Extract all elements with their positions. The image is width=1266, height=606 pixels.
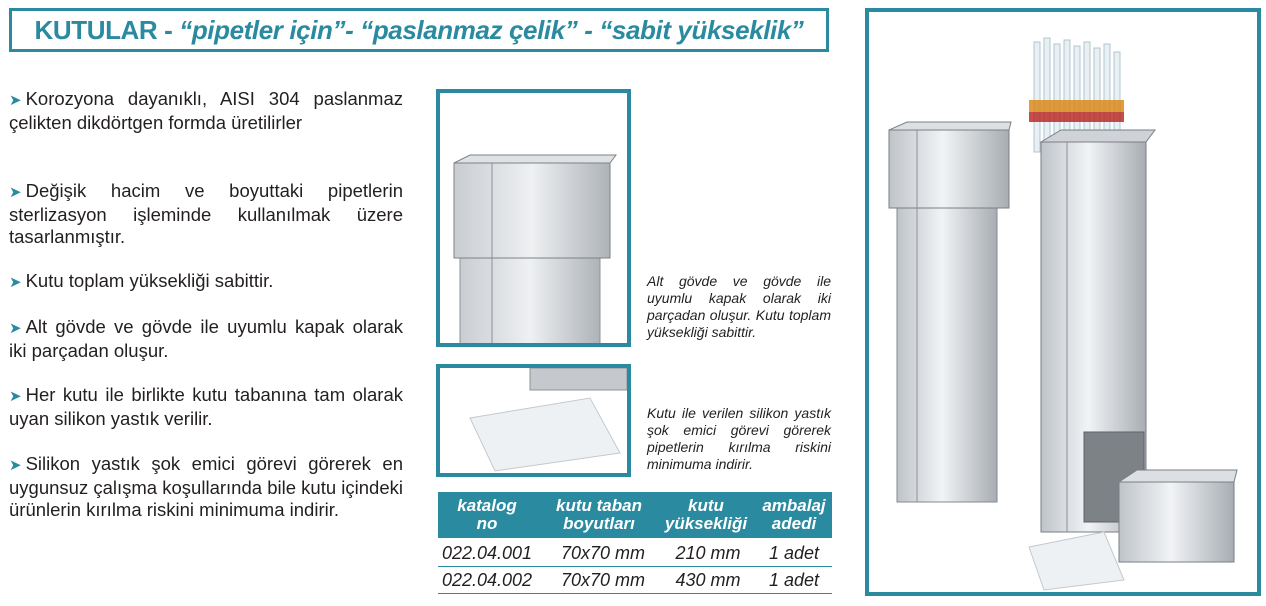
bullet-text: Korozyona dayanıklı, AISI 304 paslanmaz çelikten dikdörtgen formda üretilirler	[9, 88, 403, 133]
table-row	[438, 567, 832, 592]
bullet-item	[9, 88, 403, 134]
bullet-text: Silikon yastık şok emici görevi görerek en uygunsuz çalışma koşullarında bile kutu içindeki ürünlerin kırılma riskini minimuma indirir.	[9, 453, 403, 520]
header-package: ambalaj adedi	[762, 496, 826, 533]
arrow-bullet-icon: ➤	[9, 457, 22, 474]
arrow-bullet-icon: ➤	[9, 92, 22, 109]
table-header	[438, 492, 832, 538]
silicone-pad-illustration	[440, 368, 627, 473]
bullet-text: Değişik hacim ve boyuttaki pipetlerin sterlizasyon işleminde kullanılmak üzere tasarlanmıştır.	[9, 180, 403, 247]
title-subtitle: “pipetler için”- “paslanmaz çelik” - “sabit yükseklik”	[179, 14, 804, 45]
cell-package: 1 adet	[768, 570, 820, 590]
cell-height: 430 mm	[675, 570, 741, 590]
pipette-boxes-illustration	[869, 12, 1257, 592]
title-banner	[9, 8, 829, 52]
caption-top: Alt gövde ve gövde ile uyumlu kapak olarak iki parçadan oluşur. Kutu toplam yüksekliği sabittir.	[647, 273, 831, 340]
table-row	[438, 540, 832, 565]
bullet-text: Alt gövde ve gövde ile uyumlu kapak olarak iki parçadan oluşur.	[9, 316, 403, 361]
caption-bottom: Kutu ile verilen silikon yastık şok emici görevi görerek pipetlerin kırılma riskini minimuma indirir.	[647, 405, 831, 472]
arrow-bullet-icon: ➤	[9, 184, 22, 201]
bullet-text: Kutu toplam yüksekliği sabittir.	[25, 270, 274, 291]
arrow-bullet-icon: ➤	[9, 320, 22, 337]
header-base-size: kutu taban boyutları	[556, 496, 642, 533]
table-divider	[438, 593, 832, 594]
arrow-bullet-icon: ➤	[9, 274, 22, 291]
cell-base-size: 70x70 mm	[560, 570, 646, 590]
cell-package: 1 adet	[768, 543, 820, 563]
arrow-bullet-icon: ➤	[9, 388, 22, 405]
title-main: KUTULAR -	[34, 14, 180, 45]
bullet-text: Her kutu ile birlikte kutu tabanına tam olarak uyan silikon yastık verilir.	[9, 384, 403, 429]
cell-height: 210 mm	[675, 543, 741, 563]
steel-box-illustration	[440, 93, 627, 343]
header-catalog: katalog no	[457, 496, 517, 533]
bullet-item	[9, 384, 403, 430]
photo-silicone-pad	[436, 364, 631, 477]
cell-catalog: 022.04.002	[441, 570, 533, 590]
cell-catalog: 022.04.001	[441, 543, 533, 563]
header-height: kutu yüksekliği	[664, 496, 748, 533]
photo-product-main	[865, 8, 1261, 596]
bullet-item	[9, 180, 403, 248]
bullet-item	[9, 270, 403, 294]
bullet-item	[9, 453, 403, 521]
page-title	[34, 15, 803, 46]
bullet-item	[9, 316, 403, 362]
photo-box-with-lid	[436, 89, 631, 347]
cell-base-size: 70x70 mm	[560, 543, 646, 563]
